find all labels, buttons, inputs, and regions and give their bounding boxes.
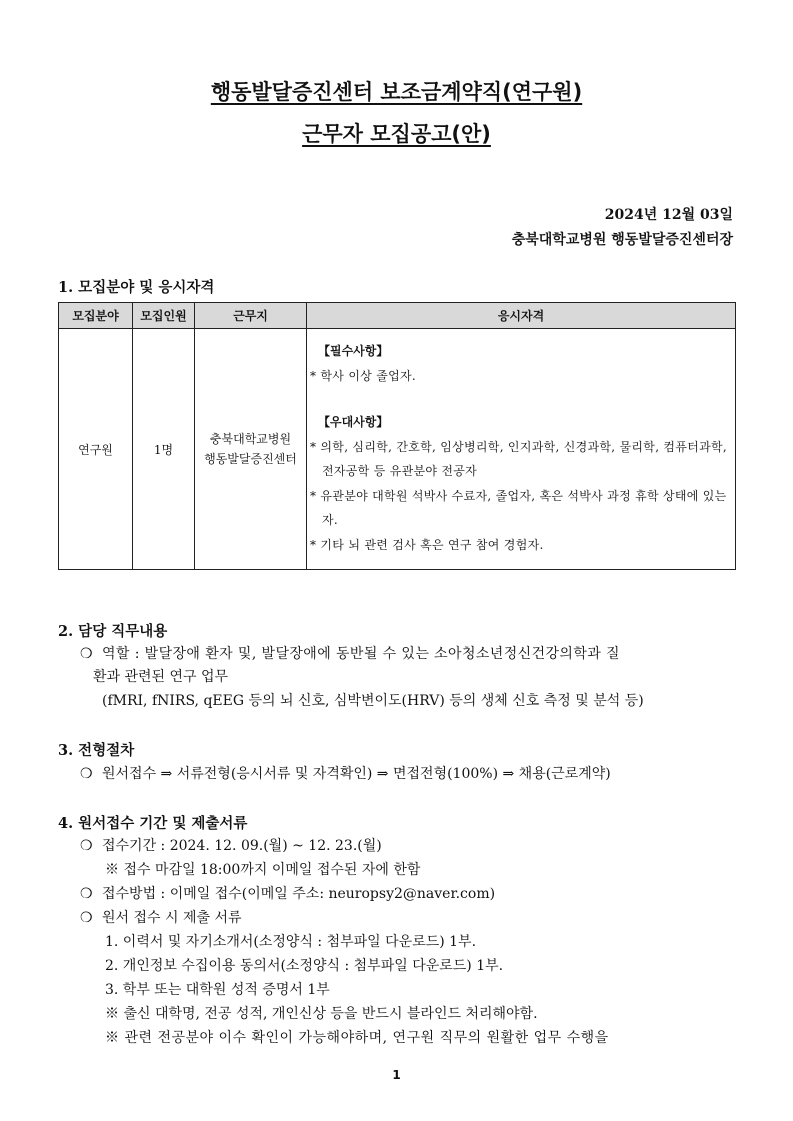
preferred-item-2: * 유관분야 대학원 석박사 수료자, 졸업자, 혹은 석박사 과정 휴학 상태에 있는 자. [310,488,727,527]
bullet-icon: ❍ [80,766,93,782]
page-number: 1 [392,1068,401,1082]
section-4-heading: 4. 원서접수 기간 및 제출서류 [58,815,248,832]
required-title: 【필수사항】 [318,344,389,358]
workplace-line1: 충북대학교병원 [209,432,292,446]
section-3-heading: 3. 전형절차 [58,742,135,759]
section-1-heading: 1. 모집분야 및 응시자격 [58,279,215,296]
cell-count: 1명 [133,329,195,570]
bullet-icon: ❍ [80,838,93,854]
header-count: 모집인원 [133,303,195,329]
doc-title-line2: 근무자 모집공고(안) [302,122,491,146]
workplace-line2: 행동발달증진센터 [204,452,297,466]
bullet-icon: ❍ [80,646,93,662]
duty-line-1: ❍ 역할 : 발달장애 환자 및, 발달장애에 동반될 수 있는 소아청소년정신건강의학과 질 [80,646,620,662]
header-workplace: 근무지 [195,303,307,329]
period-note: ※ 접수 마감일 18:00까지 이메일 접수된 자에 한함 [105,862,421,878]
doc-item-2: 2. 개인정보 수집이용 동의서(소정양식 : 첨부파일 다운로드) 1부. [105,958,504,974]
section-2-heading: 2. 담당 직무내용 [58,623,168,640]
cell-workplace [195,329,307,570]
major-note: ※ 관련 전공분야 이수 확인이 가능해야하며, 연구원 직무의 원활한 업무 수행을 [105,1030,609,1046]
table-header-row [59,303,736,329]
doc-title-line1: 행동발달증진센터 보조금계약직(연구원) [210,80,583,104]
preferred-item-3: * 기타 뇌 관련 검사 혹은 연구 참여 경험자. [310,537,544,552]
procedure-line: ❍ 원서접수 ⇒ 서류전형(응시서류 및 자격확인) ⇒ 면접전형(100%) ⇒ 채용(근로계약) [80,766,611,782]
preferred-title: 【우대사항】 [318,415,389,429]
period-line: ❍ 접수기간 : 2024. 12. 09.(월) ~ 12. 23.(월) [80,838,382,854]
duty-line-2: 환과 관련된 연구 업무 [93,669,229,685]
announcement-date: 2024년 12월 03일 [604,207,733,223]
table-row [59,329,736,570]
bullet-icon: ❍ [80,910,93,926]
qualification-table [58,302,736,570]
docs-line: ❍ 원서 접수 시 제출 서류 [80,910,242,926]
header-field: 모집분야 [59,303,133,329]
required-item: * 학사 이상 졸업자. [310,368,417,383]
doc-item-1: 1. 이력서 및 자기소개서(소정양식 : 첨부파일 다운로드) 1부. [105,934,477,950]
blind-note: ※ 출신 대학명, 전공 성적, 개인신상 등을 반드시 블라인드 처리해야함. [105,1006,538,1022]
cell-qualification [307,329,736,570]
method-line: ❍ 접수방법 : 이메일 접수(이메일 주소: neuropsy2@naver.com) [80,886,496,902]
cell-field: 연구원 [59,329,133,570]
doc-item-3: 3. 학부 또는 대학원 성적 증명서 1부 [105,982,330,998]
header-qualification: 응시자격 [307,303,736,329]
duty-line-3: (fMRI, fNIRS, qEEG 등의 뇌 신호, 심박변이도(HRV) 등의 생체 신호 측정 및 분석 등) [102,693,644,709]
bullet-icon: ❍ [80,886,93,902]
preferred-item-1: * 의학, 심리학, 간호학, 임상병리학, 인지과학, 신경과학, 물리학, 컴퓨터과학, 전자공학 등 유관분야 전공자 [310,439,728,478]
issuing-organization: 충북대학교병원 행동발달증진센터장 [511,232,733,248]
